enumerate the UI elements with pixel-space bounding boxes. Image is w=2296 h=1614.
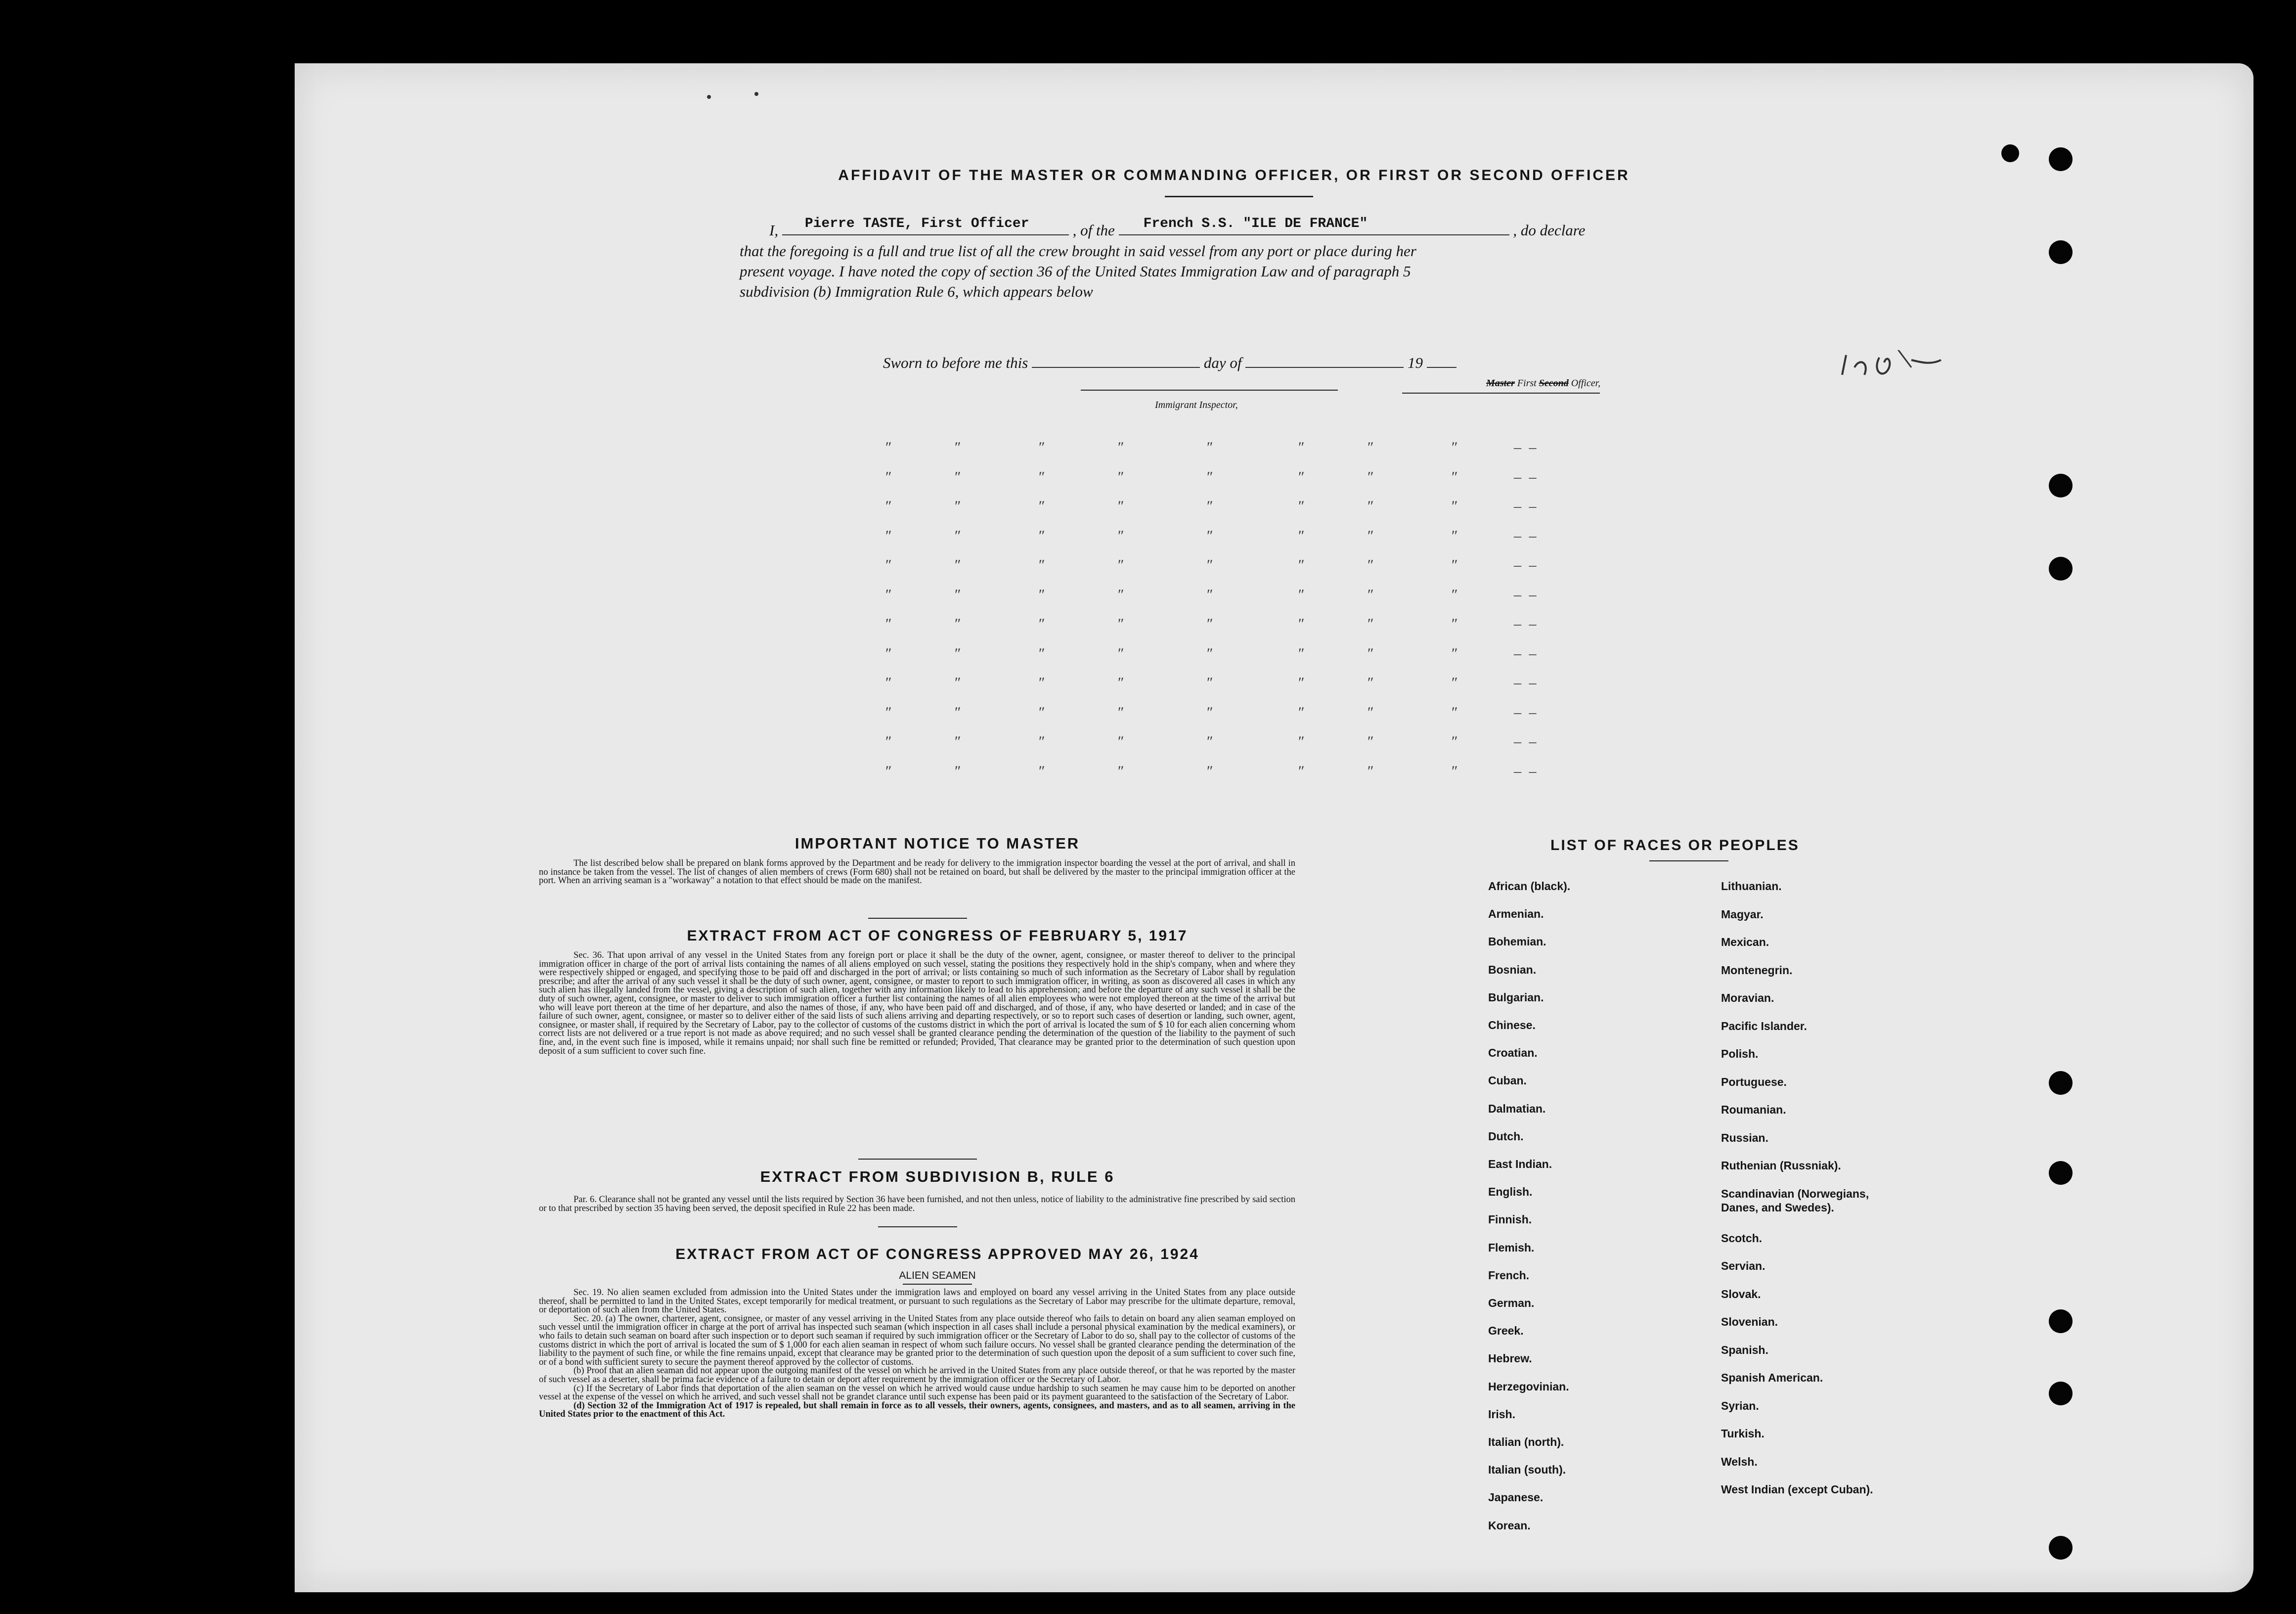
ditto-mark: ″ xyxy=(955,557,961,573)
ditto-mark: ″ xyxy=(1298,468,1305,485)
ditto-mark: ″ xyxy=(1039,586,1045,603)
races-heading-rule xyxy=(1649,860,1728,861)
ditto-mark: ″ xyxy=(955,586,961,603)
dash-mark: – – xyxy=(1514,704,1539,720)
race-item: Flemish. xyxy=(1488,1241,1535,1254)
alien-seamen-subheading: ALIEN SEAMEN xyxy=(899,1270,976,1281)
ditto-mark: ″ xyxy=(1368,616,1374,632)
officer-signature xyxy=(1709,350,1976,395)
ditto-mark: ″ xyxy=(1298,527,1305,544)
ditto-mark: ″ xyxy=(1368,733,1374,750)
race-item: Italian (south). xyxy=(1488,1463,1566,1477)
dash-mark: – – xyxy=(1514,498,1539,514)
race-item: Moravian. xyxy=(1721,991,1774,1004)
extract-1917-heading: EXTRACT FROM ACT OF CONGRESS OF FEBRUARY 5, 1917 xyxy=(687,928,1188,944)
ditto-mark: ″ xyxy=(955,498,961,514)
ditto-mark: ″ xyxy=(1207,468,1213,485)
ditto-mark: ″ xyxy=(885,704,892,720)
dash-mark: – – xyxy=(1514,468,1539,485)
race-item: German. xyxy=(1488,1297,1535,1309)
document-page xyxy=(295,63,2253,1592)
signature-caption-master: Master xyxy=(1486,378,1515,389)
ditto-mark: ″ xyxy=(1368,439,1374,455)
ditto-mark: ″ xyxy=(1207,645,1213,662)
ditto-mark: ″ xyxy=(1118,468,1124,485)
race-item: Pacific Islander. xyxy=(1721,1019,1807,1032)
race-item: Polish. xyxy=(1721,1047,1759,1060)
ditto-mark: ″ xyxy=(885,557,892,573)
signature-caption-first: First xyxy=(1517,378,1537,389)
ditto-mark: ″ xyxy=(1207,674,1213,691)
dash-mark: – – xyxy=(1514,733,1539,750)
important-notice-heading: IMPORTANT NOTICE TO MASTER xyxy=(795,835,1080,852)
ditto-mark: ″ xyxy=(1118,527,1124,544)
ditto-mark: ″ xyxy=(1452,527,1458,544)
ditto-mark: ″ xyxy=(955,704,961,720)
races-heading: LIST OF RACES OR PEOPLES xyxy=(1550,837,1800,853)
speck xyxy=(754,92,758,96)
of-the-label: , of the xyxy=(1072,222,1115,239)
ditto-mark: ″ xyxy=(885,527,892,544)
ditto-mark: ″ xyxy=(1207,439,1213,455)
race-item: African (black). xyxy=(1488,880,1571,893)
race-item: Bohemian. xyxy=(1488,935,1546,948)
ditto-mark: ″ xyxy=(1452,557,1458,573)
ditto-mark: ″ xyxy=(955,439,961,455)
ditto-mark: ″ xyxy=(1452,704,1458,720)
race-item: Scotch. xyxy=(1721,1231,1763,1245)
ditto-mark: ″ xyxy=(1118,586,1124,603)
affidavit-heading-rule xyxy=(1165,196,1313,197)
ditto-mark: ″ xyxy=(1207,498,1213,514)
race-item: Italian (north). xyxy=(1488,1435,1564,1448)
sec19-paragraph: Sec. 19. No alien seamen excluded from admission into the United States under the immigration laws and employed on board any vessel arriving in the United States from any place outside thereof, shall be permitted to land in the United States, except temporarily for medical treatment, or pursuant to such regulations as the Secretary of Labor may prescribe for the ultimate departure, removal, or deportation of such alien from the United States. xyxy=(539,1288,1295,1315)
ditto-mark: ″ xyxy=(885,733,892,750)
race-item: Chinese. xyxy=(1488,1019,1536,1031)
binder-hole xyxy=(2049,1071,2073,1095)
ditto-mark: ″ xyxy=(1368,674,1374,691)
signature-caption xyxy=(1486,378,1600,389)
officer-name-field xyxy=(782,218,1069,235)
ditto-mark: ″ xyxy=(1118,704,1124,720)
ditto-mark: ″ xyxy=(1452,645,1458,662)
ditto-mark: ″ xyxy=(1452,498,1458,514)
sworn-year-field xyxy=(1427,350,1457,368)
dash-mark: – – xyxy=(1514,527,1539,544)
dash-mark: – – xyxy=(1514,439,1539,455)
affidavit-line-2: that the foregoing is a full and true list of all the crew brought in said vessel from any port or place during her xyxy=(740,242,1416,260)
officer-name: Pierre TASTE, First Officer xyxy=(804,216,1029,231)
ditto-mark: ″ xyxy=(955,468,961,485)
ditto-mark: ″ xyxy=(1452,733,1458,750)
extract-rule6-rule xyxy=(878,1226,957,1227)
sworn-day-field xyxy=(1032,350,1200,368)
i-label: I, xyxy=(769,222,779,239)
ditto-mark: ″ xyxy=(1452,674,1458,691)
race-item: Montenegrin. xyxy=(1721,963,1793,977)
ditto-mark: ″ xyxy=(1118,616,1124,632)
ditto-mark: ″ xyxy=(1368,704,1374,720)
signature-line xyxy=(1402,393,1600,394)
ditto-mark: ″ xyxy=(1039,616,1045,632)
ditto-mark: ″ xyxy=(1118,439,1124,455)
alien-seamen-rule xyxy=(903,1284,972,1285)
ditto-mark: ″ xyxy=(1298,704,1305,720)
race-item: Finnish. xyxy=(1488,1213,1532,1226)
race-item: Mexican. xyxy=(1721,936,1769,948)
sworn-month-field xyxy=(1245,350,1404,368)
ditto-mark: ″ xyxy=(1207,557,1213,573)
ditto-mark: ″ xyxy=(1039,645,1045,662)
vessel-name: French S.S. "ILE DE FRANCE" xyxy=(1143,216,1368,231)
ditto-mark: ″ xyxy=(1207,527,1213,544)
ditto-mark: ″ xyxy=(1039,733,1045,750)
ditto-mark: ″ xyxy=(1118,674,1124,691)
ditto-mark: ″ xyxy=(1298,733,1305,750)
ditto-mark: ″ xyxy=(1039,498,1045,514)
race-item: Portuguese. xyxy=(1721,1075,1787,1088)
race-item: Turkish. xyxy=(1721,1427,1765,1440)
ditto-mark: ″ xyxy=(1207,762,1213,779)
binder-hole xyxy=(2049,474,2073,497)
race-item: Scandinavian (Norwegians, Danes, and Swedes). xyxy=(1721,1187,1869,1214)
par6-paragraph: Par. 6. Clearance shall not be granted any vessel until the lists required by Section 36 have been furnished, and not then unless, notice of liability to the administrative fine prescribed by said section or to that prescribed by section 35 having been served, the deposit specified in Rule 22 has been made. xyxy=(539,1195,1295,1213)
ditto-mark: ″ xyxy=(1298,498,1305,514)
ditto-mark: ″ xyxy=(1039,704,1045,720)
race-item: Lithuanian. xyxy=(1721,880,1782,893)
speck xyxy=(707,95,711,99)
race-item: Spanish. xyxy=(1721,1343,1768,1356)
dash-mark: – – xyxy=(1514,762,1539,779)
race-item: Slovak. xyxy=(1721,1287,1761,1300)
ditto-mark: ″ xyxy=(1118,645,1124,662)
race-item: Roumanian. xyxy=(1721,1103,1786,1116)
ditto-mark: ″ xyxy=(1452,468,1458,485)
sec20b-paragraph: (b) Proof that an alien seaman did not appear upon the outgoing manifest of the vessel on which he arrived in the United States from any place outside thereof, or that he was reported by the master of such vessel as a deserter, shall be prima facie evidence of a failure to detain or deport after requirement by the immigration officer or the Secretary of Labor. xyxy=(539,1366,1295,1385)
ditto-mark: ″ xyxy=(955,616,961,632)
signature-caption-officer: Officer, xyxy=(1571,378,1601,389)
race-item: English. xyxy=(1488,1185,1533,1199)
dash-mark: – – xyxy=(1514,586,1539,603)
dash-mark: – – xyxy=(1514,616,1539,632)
race-item: Hebrew. xyxy=(1488,1352,1532,1365)
race-item: Croatian. xyxy=(1488,1046,1538,1060)
race-item: Herzegovinian. xyxy=(1488,1380,1569,1393)
ditto-mark: ″ xyxy=(1298,439,1305,455)
dash-mark: – – xyxy=(1514,645,1539,662)
race-item: Syrian. xyxy=(1721,1399,1759,1412)
race-item: Cuban. xyxy=(1488,1074,1527,1087)
ditto-mark: ″ xyxy=(1298,762,1305,779)
ditto-mark: ″ xyxy=(955,762,961,779)
ditto-mark: ″ xyxy=(1039,439,1045,455)
ditto-mark: ″ xyxy=(1298,557,1305,573)
binder-hole xyxy=(2049,1382,2073,1405)
race-item: Dutch. xyxy=(1488,1129,1524,1143)
binder-hole xyxy=(2001,144,2019,162)
race-item: Welsh. xyxy=(1721,1455,1758,1468)
extract-rule6-text xyxy=(539,1196,1295,1213)
ditto-mark: ″ xyxy=(1298,586,1305,603)
dash-mark: – – xyxy=(1514,674,1539,691)
ditto-mark: ″ xyxy=(1452,762,1458,779)
binder-hole xyxy=(2049,1161,2073,1185)
ditto-mark: ″ xyxy=(1207,733,1213,750)
race-item: East Indian. xyxy=(1488,1158,1552,1170)
race-item: Slovenian. xyxy=(1721,1315,1778,1328)
sworn-label: Sworn to before me this xyxy=(883,354,1028,371)
important-notice-paragraph: The list described below shall be prepared on blank forms approved by the Department and be ready for delivery to the immigration inspector boarding the vessel at the port of arrival, and shall in no instance be taken from the vessel. The list of changes of alien members of crews (Form 680) shall not be retained on board, but shall be delivered by the master to the principal immigration officer at the port. When an arriving seaman is a "workaway" a notation to that effect should be made on the manifest. xyxy=(539,858,1295,886)
race-item: Armenian. xyxy=(1488,907,1544,921)
dash-mark: – – xyxy=(1514,557,1539,573)
binder-hole xyxy=(2049,240,2073,264)
ditto-mark: ″ xyxy=(885,616,892,632)
important-notice-text xyxy=(539,859,1295,886)
sec20a-paragraph: Sec. 20. (a) The owner, charterer, agent, consignee, or master of any vessel arriving in the United States from any place outside thereof who fails to detain on board any alien seaman employed on such vessel until the immigration officer in charge at the port of arrival has inspected such seaman (which inspection in all cases shall include a personal physical examination by the medical examiners), or who fails to detain such seaman on board after such inspection or to deport such seaman if required by such immigration officer or the Secretary of Labor to do so, shall pay to the collector of customs of the customs district in which the port of arrival is located the sum of $ 1,000 for each alien seaman in respect of whom such failure occurs. No vessel shall be granted clearance pending the determination of the liability to the payment of such fine, or while the fine remains unpaid, except that clearance may be granted prior to the determination of such question upon the deposit of a sum sufficient to cover such fine, or of a bond with sufficient surety to secure the payment thereof approved by the collector of customs. xyxy=(539,1313,1295,1367)
ditto-mark: ″ xyxy=(885,468,892,485)
extract-1924-text xyxy=(539,1289,1295,1419)
affidavit-line-4: subdivision (b) Immigration Rule 6, which appears below xyxy=(740,283,1093,300)
sec20d-paragraph: (d) Section 32 of the Immigration Act of 1917 is repealed, but shall remain in force as to all vessels, their owners, agents, consignees, and masters, and as to all seamen, arriving in the United States prior to the enactment of this Act. xyxy=(539,1400,1295,1420)
race-item: West Indian (except Cuban). xyxy=(1721,1483,1873,1496)
ditto-mark: ″ xyxy=(1368,762,1374,779)
sworn-line xyxy=(883,350,1457,372)
ditto-mark: ″ xyxy=(1368,645,1374,662)
ditto-mark: ″ xyxy=(1368,586,1374,603)
notice-rule xyxy=(868,918,967,919)
affidavit-line-1 xyxy=(769,218,1956,239)
ditto-mark: ″ xyxy=(1368,468,1374,485)
extract-1924-heading: EXTRACT FROM ACT OF CONGRESS APPROVED MAY 26, 1924 xyxy=(675,1246,1199,1262)
race-item: Russian. xyxy=(1721,1131,1768,1144)
ditto-mark: ″ xyxy=(1118,498,1124,514)
race-item: Bulgarian. xyxy=(1488,990,1544,1004)
year-label: 19 xyxy=(1407,354,1423,371)
race-item: Bosnian. xyxy=(1488,963,1537,976)
binder-hole xyxy=(2049,557,2073,581)
day-of-label: day of xyxy=(1203,354,1242,371)
ditto-mark: ″ xyxy=(885,674,892,691)
ditto-mark: ″ xyxy=(1298,616,1305,632)
race-item: Greek. xyxy=(1488,1324,1524,1338)
ditto-mark: ″ xyxy=(1452,586,1458,603)
race-item: Spanish American. xyxy=(1721,1371,1823,1384)
ditto-mark: ″ xyxy=(1298,645,1305,662)
race-item: Ruthenian (Russniak). xyxy=(1721,1159,1841,1172)
sec20c-paragraph: (c) If the Secretary of Labor finds that deportation of the alien seaman on the vessel on which he arrived would cause undue hardship to such seamen he may cause him to be deported on another vessel at the expense of the vessel on which he arrived, and such vessel shall not be grandet clarance until such expense has been paid or its payment guaranteed to the satisfaction of the Secretary of Labor. xyxy=(539,1383,1295,1402)
ditto-mark: ″ xyxy=(885,439,892,455)
ditto-mark: ″ xyxy=(1039,762,1045,779)
ditto-mark: ″ xyxy=(1039,674,1045,691)
ditto-mark: ″ xyxy=(1368,557,1374,573)
affidavit-line-3: present voyage. I have noted the copy of section 36 of the United States Immigration Law and of paragraph 5 xyxy=(740,263,1411,280)
race-item: Korean. xyxy=(1488,1519,1531,1532)
vessel-field xyxy=(1119,218,1509,235)
ditto-mark: ″ xyxy=(955,733,961,750)
ditto-mark: ″ xyxy=(1298,674,1305,691)
ditto-mark: ″ xyxy=(1118,557,1124,573)
binder-hole xyxy=(2049,1536,2073,1560)
binder-hole xyxy=(2049,1309,2073,1333)
ditto-mark: ″ xyxy=(1368,498,1374,514)
do-declare-label: , do declare xyxy=(1513,222,1586,239)
extract-rule6-heading: EXTRACT FROM SUBDIVISION B, RULE 6 xyxy=(760,1168,1115,1185)
ditto-mark: ″ xyxy=(1039,468,1045,485)
ditto-mark: ″ xyxy=(1368,527,1374,544)
ditto-mark: ″ xyxy=(1118,762,1124,779)
affidavit-heading: AFFIDAVIT OF THE MASTER OR COMMANDING OFFICER, OR FIRST OR SECOND OFFICER xyxy=(838,167,1630,183)
ditto-mark: ″ xyxy=(955,645,961,662)
race-item: Japanese. xyxy=(1488,1491,1544,1504)
ditto-mark: ″ xyxy=(885,645,892,662)
ditto-mark: ″ xyxy=(1039,557,1045,573)
ditto-mark: ″ xyxy=(885,586,892,603)
ditto-mark: ″ xyxy=(955,674,961,691)
race-item: Servian. xyxy=(1721,1259,1766,1272)
ditto-mark: ″ xyxy=(1207,616,1213,632)
race-item: Magyar. xyxy=(1721,907,1764,921)
extract-1917-rule xyxy=(858,1159,977,1160)
signature-caption-second: Second xyxy=(1539,378,1569,389)
inspector-label: Immigrant Inspector, xyxy=(1155,400,1238,410)
ditto-mark: ″ xyxy=(1452,616,1458,632)
inspector-signature-line xyxy=(1081,390,1338,391)
ditto-mark: ″ xyxy=(1118,733,1124,750)
race-item: French. xyxy=(1488,1268,1530,1282)
ditto-mark: ″ xyxy=(885,498,892,514)
binder-hole xyxy=(2049,147,2073,171)
ditto-mark: ″ xyxy=(955,527,961,544)
ditto-mark: ″ xyxy=(1207,586,1213,603)
race-item: Dalmatian. xyxy=(1488,1102,1546,1115)
extract-1917-text xyxy=(539,951,1295,1056)
sec36-paragraph: Sec. 36. That upon arrival of any vessel in the United States from any foreign port or place it shall be the duty of the owner, agent, consignee, or master thereof to deliver to the principal immigration officer in charge of the port of arrival lists containing the names of all aliens employed on such vessel, stating the positions they respectively hold in the ship's company, when and where they were respectively shipped or engaged, and specifying those to be paid off and discharged in the port of arrival; or lists containing so much of such information as the Secretary of Labor shall by regulation prescribe; and after the arrival of any such vessel it shall be the duty of such owner, agent, consignee, or master to report to such immigration officer, in writing, as soon as discovered all cases in which any such alien has illegally landed from the vessel, giving a description of such alien, together with any information likely to lead to his apprehension; and before the departure of any such vessel it shall be the duty of such owner, agent, consignee, or master to deliver to such immigration officer a further list containing the names of all alien employees who were not employed thereon at the time of the arrival but who will leave port thereon at the time of her departure, and also the names of those, if any, who have been paid off and discharged, and of those, if any, who have deserted or landed; and in case of the failure of such owner, agent, consignee, or master so to deliver either of the said lists of such aliens arriving and departing respectively, or so to report such cases of desertion or landing, such owner, agent, consignee, or master shall, if required by the Secretary of Labor, pay to the collector of customs of the customs district in which the port of arrival is located the sum of $ 10 for each alien concerning whom correct lists are not delivered or a true report is not made as above required; and no such vessel shall be granted clearance pending the determination of the question of the liability to the payment of such fine, and, in the event such fine is imposed, while it remains unpaid; nor shall such fine be remitted or refunded; Provided, That clearance may be granted prior to the determination of such question upon deposit of a sum sufficient to cover such fine. xyxy=(539,950,1295,1056)
race-item: Irish. xyxy=(1488,1407,1515,1421)
ditto-mark: ″ xyxy=(885,762,892,779)
ditto-mark: ″ xyxy=(1452,439,1458,455)
ditto-mark: ″ xyxy=(1039,527,1045,544)
ditto-mark: ″ xyxy=(1207,704,1213,720)
